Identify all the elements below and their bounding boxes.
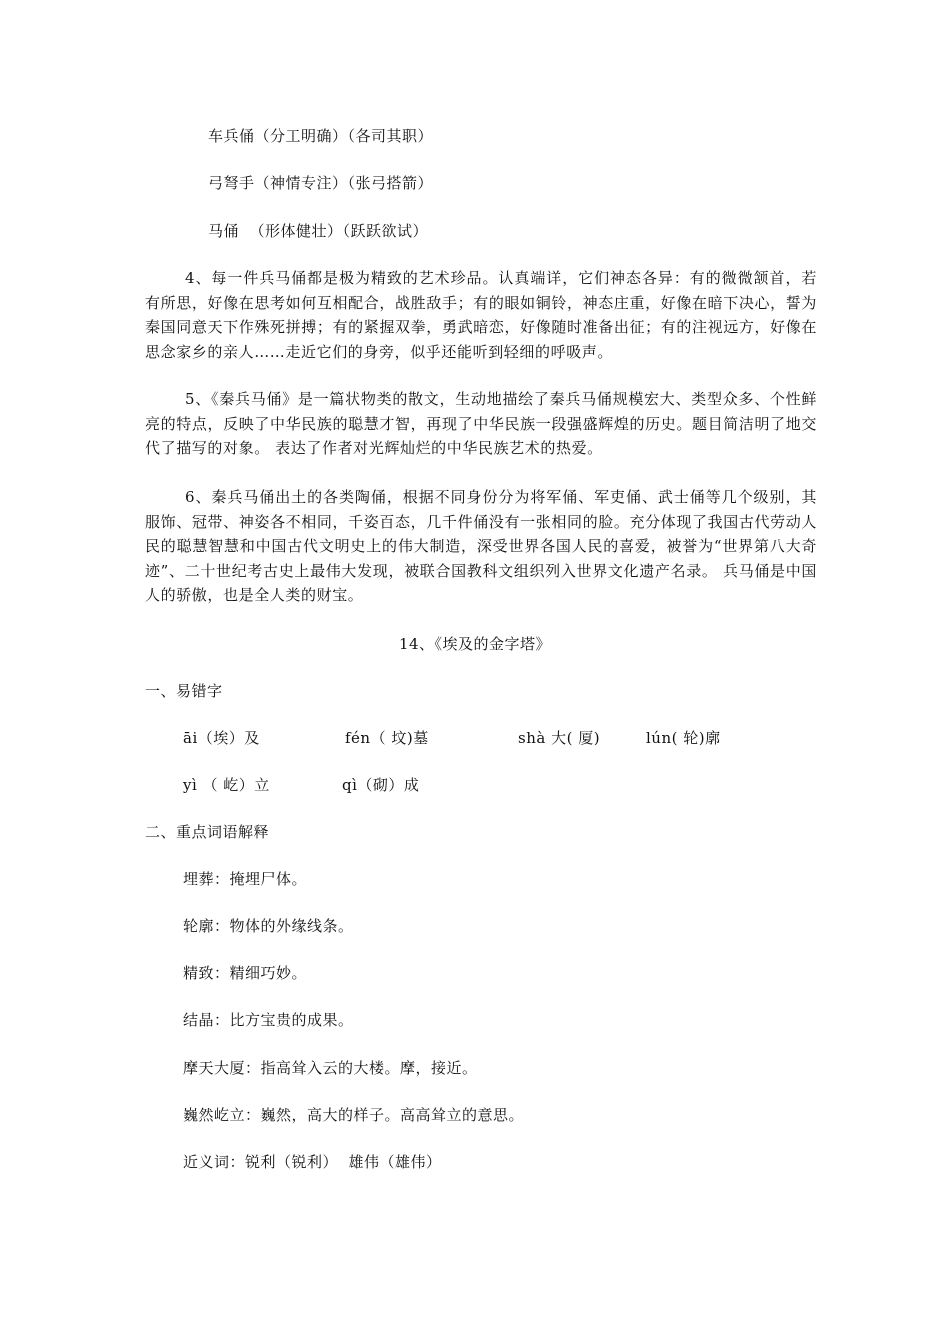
role-line-horse: 马俑 （形体健壮）（跃跃欲试） bbox=[208, 222, 429, 240]
section-heading-vocab: 二、重点词语解释 bbox=[145, 823, 270, 841]
pinyin-item: fén（ 坟)墓 bbox=[345, 729, 429, 747]
vocab-item: 近义词：锐利（锐利） 雄伟（雄伟） bbox=[183, 1153, 442, 1171]
vocab-item: 精致：精细巧妙。 bbox=[183, 964, 308, 982]
vocab-item: 埋葬：掩埋尸体。 bbox=[183, 870, 308, 888]
paragraph-4: 4、每一件兵马俑都是极为精致的艺术珍品。认真端详，它们神态各异：有的微微颔首，若有所思，好像在思考如何互相配合，战胜敌手；有的眼如铜铃，神态庄重，好像在暗下决心，誓为秦国同意天下作殊死拼搏；有的紧握双拳，勇武暗恋，好像随时准备出征；有的注视远方，好像在思念家乡的亲人……走近它们的身旁，似乎还能听到轻细的呼吸声。 bbox=[145, 269, 817, 361]
vocab-item: 巍然屹立：巍然，高大的样子。高高耸立的意思。 bbox=[183, 1106, 525, 1124]
pinyin-item: shà 大( 厦) bbox=[518, 729, 601, 747]
paragraph-6: 6、秦兵马俑出土的各类陶俑，根据不同身份分为将军俑、军吏俑、武士俑等几个级别，其服饰、冠带、神姿各不相同，千姿百态，几千件俑没有一张相同的脸。充分体现了我国古代劳动人民的聪慧智慧和中国古代文明史上的伟大制造，深受世界各国人民的喜爱，被誉为“世界第八大奇迹”、二十世纪考古史上最伟大发现，被联合国教科文组织列入世界文化遗产名录。 兵马俑是中国人的骄傲，也是全人类的财宝。 bbox=[145, 488, 817, 604]
pinyin-item: āi（埃）及 bbox=[183, 729, 260, 747]
section-heading-typo-chars: 一、易错字 bbox=[145, 682, 223, 700]
vocab-item: 结晶：比方宝贵的成果。 bbox=[183, 1011, 354, 1029]
role-line-chariot: 车兵俑（分工明确）（各司其职） bbox=[208, 127, 434, 145]
lesson-title: 14、《埃及的金字塔》 bbox=[398, 635, 552, 653]
pinyin-item: yì （ 屹）立 bbox=[183, 776, 270, 794]
paragraph-5: 5、《秦兵马俑》是一篇状物类的散文，生动地描绘了秦兵马俑规模宏大、类型众多、个性鲜亮的特点，反映了中华民族的聪慧才智，再现了中华民族一段强盛辉煌的历史。题目简洁明了地交代了描写的对象。 表达了作者对光辉灿烂的中华民族艺术的热爱。 bbox=[145, 390, 817, 457]
role-line-archer: 弓弩手（神情专注）（张弓搭箭） bbox=[208, 174, 434, 192]
vocab-item: 轮廓：物体的外缘线条。 bbox=[183, 917, 354, 935]
pinyin-item: lún( 轮)廓 bbox=[646, 729, 721, 747]
vocab-item: 摩天大厦：指高耸入云的大楼。摩，接近。 bbox=[183, 1059, 478, 1077]
pinyin-item: qì（砌）成 bbox=[342, 776, 420, 794]
